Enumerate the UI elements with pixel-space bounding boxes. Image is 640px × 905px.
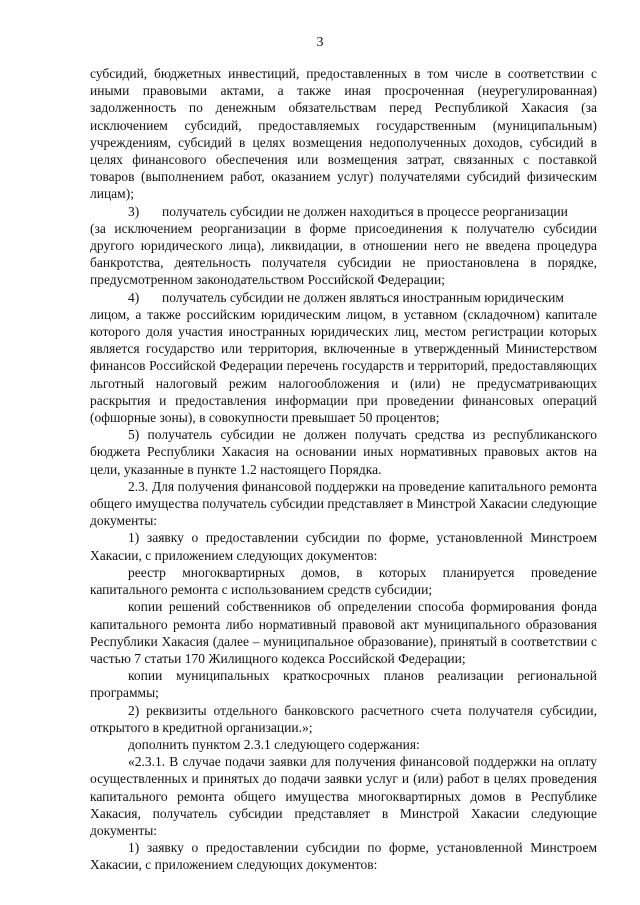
owners-decisions: копии решений собственников об определении способа формирования фонда капитального ремонта либо нормативный правовой акт муниципального образования Республики Хакасия (далее – муниципальное образование), принятый в соответствии с частью 7 статьи 170 Жилищного кодекса Российской Федерации; [90,599,597,666]
document-1-application-2: 1) заявку о предоставлении субсидии по форме, установленной Минстроем Хакасии, с приложением следующих документов: [90,840,597,873]
item-4-rest: лицом, а также российским юридическим лицом, в уставном (складочном) капитале которого доля участия иностранных юридических лиц, местом регистрации которых является государство или территория, включенные в утвержденный Министерством финансов Российской Федерации перечень государств и территорий, предоставляющих льготный налоговый режим налогообложения и (или) не предусматривающих раскрытия и предоставления информации при проведении финансовых операций (офшорные зоны), в совокупности превышает 50 процентов; [90,306,597,426]
item-4-number: 4) [128,289,140,305]
item-3-first-text: получатель субсидии не должен находиться в процессе реорганизации [162,203,568,219]
item-3-number: 3) [128,203,140,219]
document-body [90,65,597,874]
paragraph-debt: субсидий, бюджетных инвестиций, предоставленных в том числе в соответствии с иными правовыми актами, а также иная просроченная (неурегулированная) задолженность по денежным обязательствам перед Республикой Хакасия (за исключением субсидий, предоставляемых государственным (муниципальным) учреждениям, субсидий в целях возмещения недополученных доходов, субсидий в целях финансового обеспечения или возмещения затрат, связанных с поставкой товаров (выполнением работ, оказанием услуг) получателями субсидий физическим лицам); [90,66,597,202]
item-5: 5) получатель субсидии не должен получать средства из республиканского бюджета Республики Хакасия на основании иных нормативных правовых актов на цели, указанные в пункте 1.2 настоящего Порядка. [90,427,597,477]
paragraph-2-3: 2.3. Для получения финансовой поддержки на проведение капитального ремонта общего имущества получатель субсидии представляет в Минстрой Хакасии следующие документы: [90,478,597,529]
document-1-application: 1) заявку о предоставлении субсидии по форме, установленной Минстроем Хакасии, с приложением следующих документов: [90,530,597,563]
municipal-plans: копии муниципальных краткосрочных планов реализации региональной программы; [90,668,597,701]
item-4-first-line [90,289,597,306]
page-number: 3 [316,35,324,50]
paragraph-2-3-1: «2.3.1. В случае подачи заявки для получения финансовой поддержки на оплату осуществленных и принятых до подачи заявки услуг и (или) работ в целях проведения капитального ремонта общего имущества многоквартирных домов в Республике Хакасия, получатель субсидии представляет в Минстрой Хакасии следующие документы: [90,754,597,838]
item-3-rest: (за исключением реорганизации в форме присоединения к получателю субсидии другого юридического лица), ликвидации, в отношении него не введена процедура банкротства, деятельность получателя субсидии не приостановлена в порядке, предусмотренном законодательством Российской Федерации; [90,220,597,288]
registry-of-houses: реестр многоквартирных домов, в которых планируется проведение капитального ремонта с использованием средств субсидии; [90,564,597,598]
document-2-bank-details: 2) реквизиты отдельного банковского расчетного счета получателя субсидии, открытого в кредитной организации.»; [90,702,597,735]
item-3-first-line [90,203,597,220]
add-clause-2-3-1: дополнить пунктом 2.3.1 следующего содержания: [128,736,420,752]
item-4-first-text: получатель субсидии не должен являться иностранным юридическим [162,289,564,305]
